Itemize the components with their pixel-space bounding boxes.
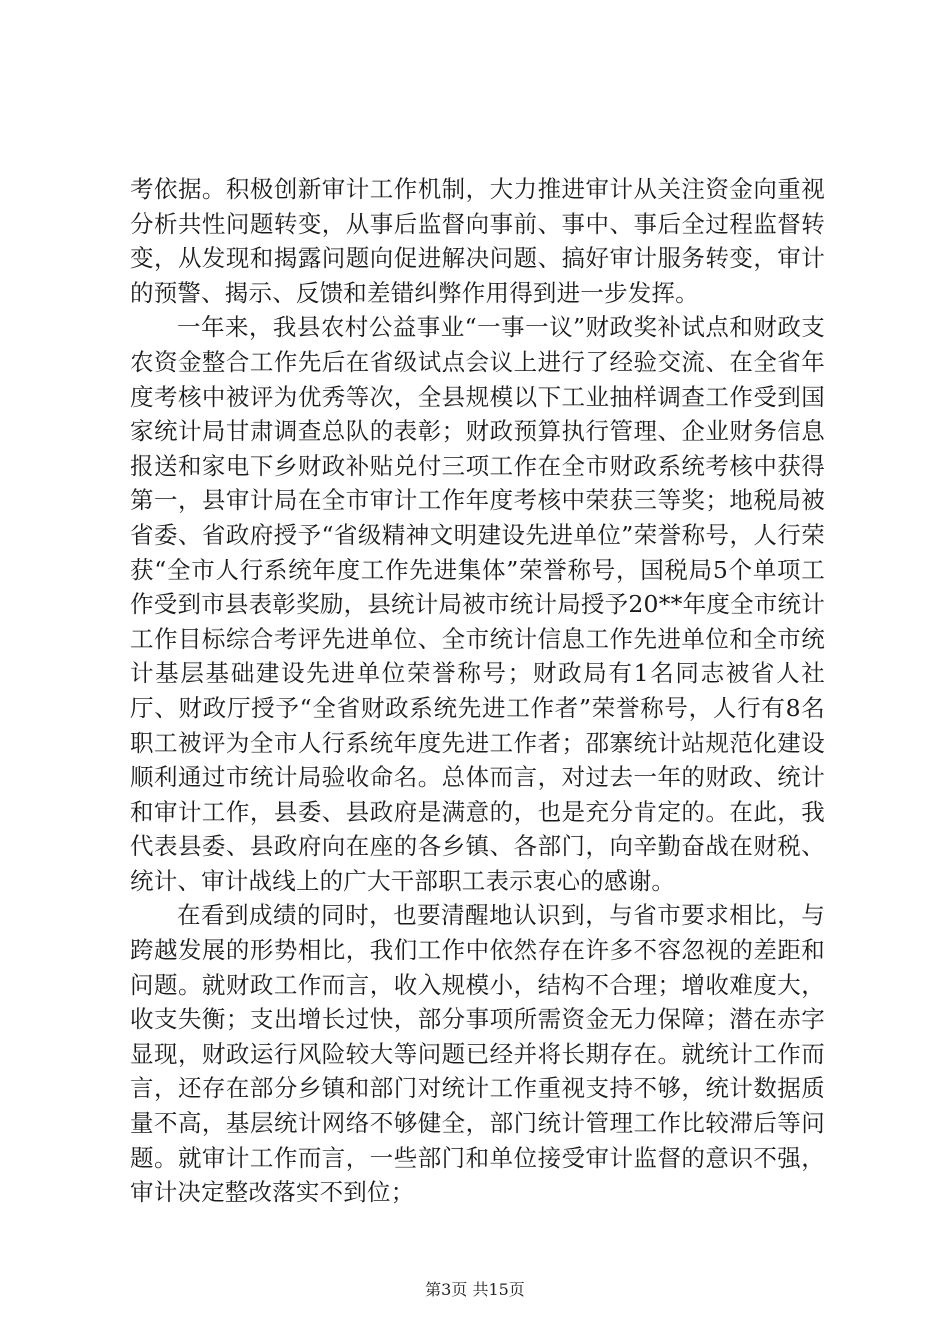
paragraph-3: 在看到成绩的同时，也要清醒地认识到，与省市要求相比，与跨越发展的形势相比，我们工作中依然存在许多不容忽视的差距和问题。就财政工作而言，收入规模小，结构不合理；增收难度大，收支失衡；支出增长过快，部分事项所需资金无力保障；潜在赤字显现，财政运行风险较大等问题已经并将长期存在。就统计工作而言，还存在部分乡镇和部门对统计工作重视支持不够，统计数据质量不高，基层统计网络不够健全，部门统计管理工作比较滞后等问题。就审计工作而言，一些部门和单位接受审计监督的意识不强，审计决定整改落实不到位； bbox=[130, 901, 825, 1207]
paragraph-1: 考依据。积极创新审计工作机制，大力推进审计从关注资金向重视分析共性问题转变，从事后监督向事前、事中、事后全过程监督转变，从发现和揭露问题向促进解决问题、搞好审计服务转变，审计的预警、揭示、反馈和差错纠弊作用得到进一步发挥。 bbox=[130, 175, 825, 307]
page-number-footer: 第3页 共15页 bbox=[425, 1280, 525, 1299]
paragraph-2: 一年来，我县农村公益事业“一事一议”财政奖补试点和财政支农资金整合工作先后在省级试点会议上进行了经验交流、在全省年度考核中被评为优秀等次，全县规模以下工业抽样调查工作受到国家统计局甘肃调查总队的表彰；财政预算执行管理、企业财务信息报送和家电下乡财政补贴兑付三项工作在全市财政系统考核中获得第一，县审计局在全市审计工作年度考核中荣获三等奖；地税局被省委、省政府授予“省级精神文明建设先进单位”荣誉称号，人行荣获“全市人行系统年度工作先进集体”荣誉称号，国税局5个单项工作受到市县表彰奖励，县统计局被市统计局授予20**年度全市统计工作目标综合考评先进单位、全市统计信息工作先进单位和全市统计基层基础建设先进单位荣誉称号；财政局有1名同志被省人社厅、财政厅授予“全省财政系统先进工作者”荣誉称号，人行有8名职工被评为全市人行系统年度先进工作者；邵寨统计站规范化建设顺利通过市统计局验收命名。总体而言，对过去一年的财政、统计和审计工作，县委、县政府是满意的，也是充分肯定的。在此，我代表县委、县政府向在座的各乡镇、各部门，向辛勤奋战在财税、统计、审计战线上的广大干部职工表示衷心的感谢。 bbox=[130, 313, 825, 895]
document-body bbox=[130, 172, 825, 1210]
